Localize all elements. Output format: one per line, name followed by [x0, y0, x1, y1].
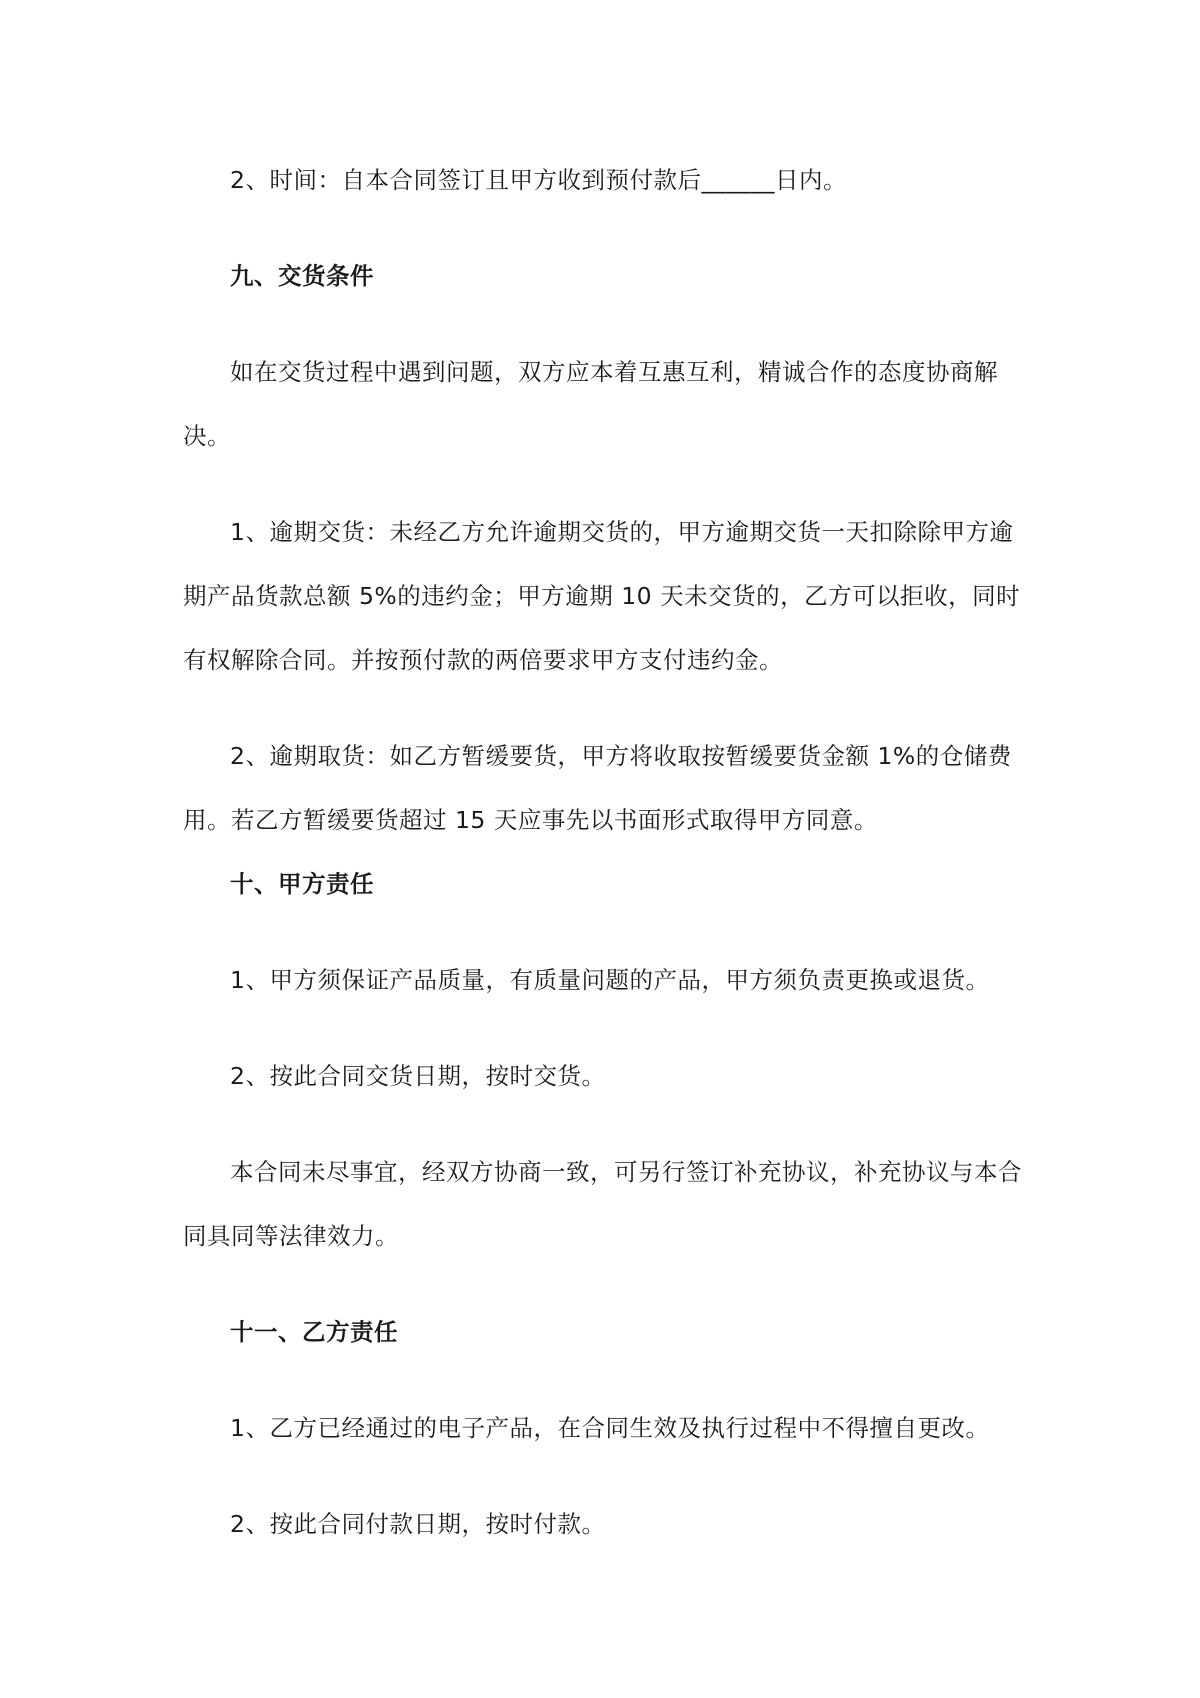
paragraph-party-a-quality: 1、甲方须保证产品质量，有质量问题的产品，甲方须负责更换或退货。 [230, 966, 990, 994]
paragraph-late-pickup: 2、逾期取货：如乙方暂缓要货，甲方将收取按暂缓要货金额 1%的仓储费用。若乙方暂缓要货超过 15 天应事先以书面形式取得甲方同意。 [183, 742, 1012, 834]
paragraph-delivery-time: 2、时间：自本合同签订且甲方收到预付款后______日内。 [230, 166, 847, 194]
section-heading-9-delivery-terms: 九、交货条件 [230, 262, 374, 290]
section-heading-11-party-b-duties: 十一、乙方责任 [230, 1318, 398, 1346]
paragraph-delivery-problems: 如在交货过程中遇到问题，双方应本着互惠互利，精诚合作的态度协商解决。 [183, 358, 998, 450]
paragraph-party-a-on-time-delivery: 2、按此合同交货日期，按时交货。 [230, 1062, 606, 1090]
paragraph-party-b-no-changes: 1、乙方已经通过的电子产品，在合同生效及执行过程中不得擅自更改。 [230, 1414, 990, 1442]
paragraph-late-delivery: 1、逾期交货：未经乙方允许逾期交货的，甲方逾期交货一天扣除除甲方逾期产品货款总额 5%的违约金；甲方逾期 10 天未交货的，乙方可以拒收，同时有权解除合同。并按预付款的两倍要求甲方支付违约金。 [183, 518, 1021, 674]
section-heading-10-party-a-duties: 十、甲方责任 [230, 870, 374, 898]
paragraph-party-b-on-time-payment: 2、按此合同付款日期，按时付款。 [230, 1510, 606, 1538]
paragraph-supplementary-agreement: 本合同未尽事宜，经双方协商一致，可另行签订补充协议，补充协议与本合同具同等法律效力。 [183, 1158, 1022, 1250]
